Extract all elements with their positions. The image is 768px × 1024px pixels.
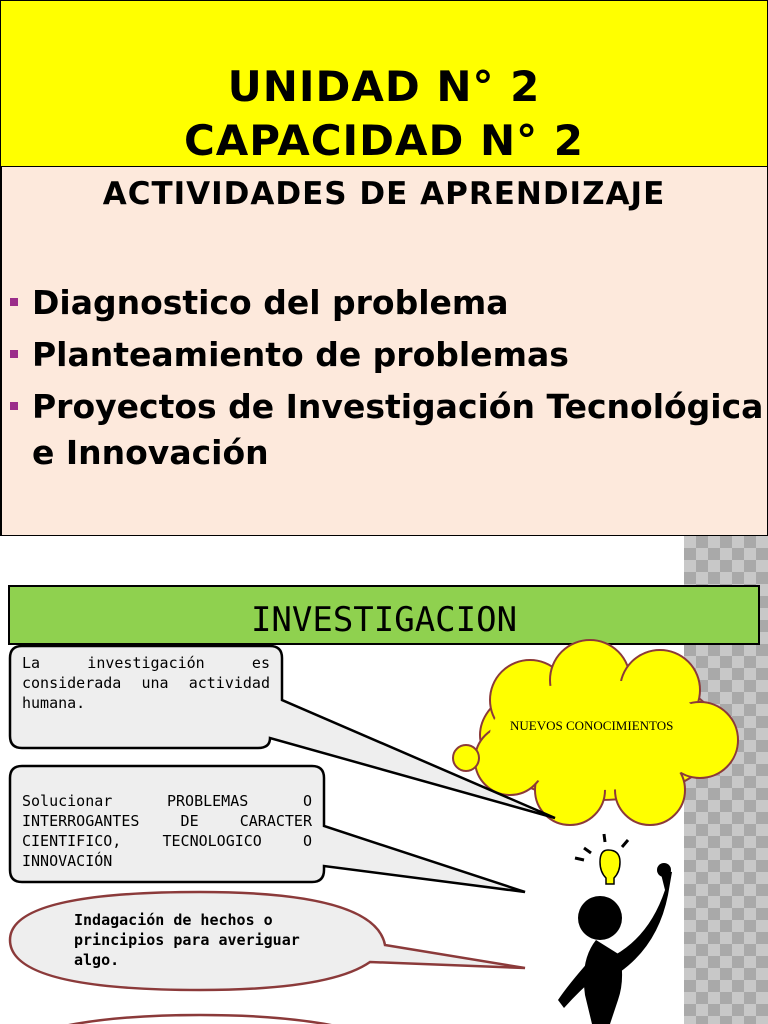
title-line-unidad: UNIDAD N° 2	[227, 62, 541, 111]
cloud-thought-bubble	[453, 745, 479, 771]
callout-2-text: Solucionar PROBLEMAS O INTERROGANTES DE CARACTER CIENTIFICO, TECNOLOGICO O INNOVACIÓN	[22, 792, 312, 870]
callout-3-text: Indagación de hechos o principios para averiguar algo.	[74, 911, 300, 969]
cloud-text: NUEVOS CONOCIMIENTOS	[510, 718, 674, 733]
list-item-label: Diagnostico del problema	[32, 283, 509, 322]
list-item-label: Proyectos de Investigación Tecnológica e Innovación	[32, 387, 764, 472]
section-subtitle: ACTIVIDADES DE APRENDIZAJE	[102, 176, 666, 212]
investigacion-title: INVESTIGACION	[250, 600, 518, 640]
title-line-capacidad: CAPACIDAD N° 2	[183, 116, 585, 165]
callout-1-text: La investigación es considerada una actividad humana.	[22, 654, 270, 712]
list-item-label: Planteamiento de problemas	[32, 335, 569, 374]
callout-4-shape	[25, 1015, 375, 1024]
